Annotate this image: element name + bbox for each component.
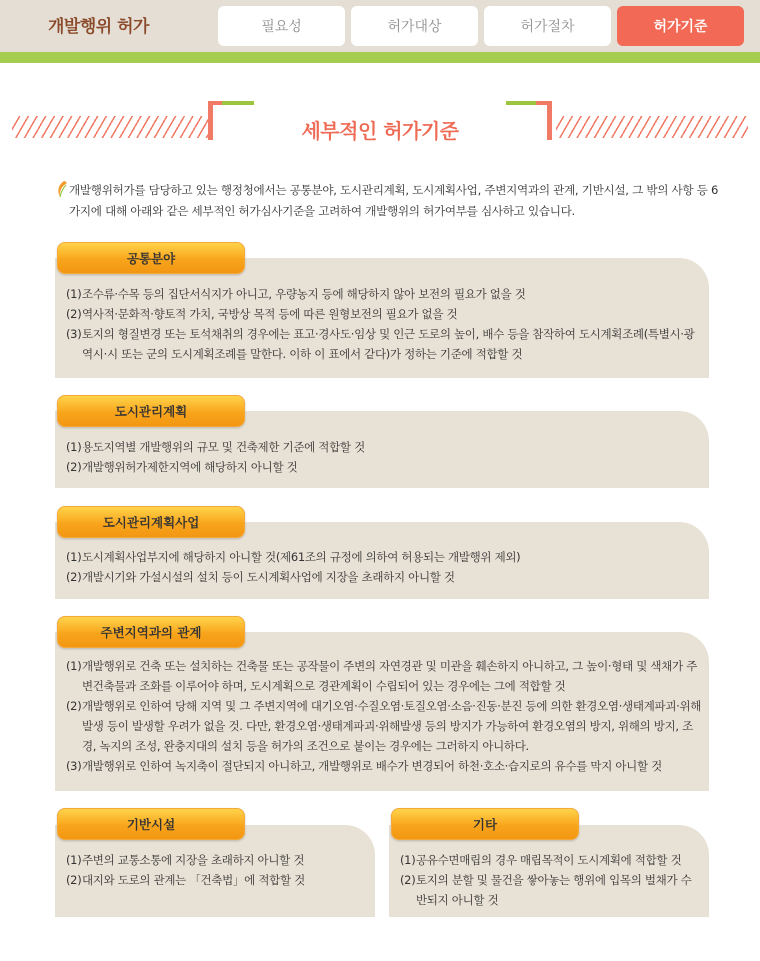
list-item: (1)주변의 교통소통에 지장을 초래하지 아니할 것 [66, 853, 305, 867]
section-surroundings-title: 주변지역과의 관계 [57, 616, 245, 648]
section-infrastructure-list [66, 850, 370, 890]
header-divider [0, 52, 760, 63]
section-urban-plan-title: 도시관리계획 [57, 395, 245, 427]
list-item: (1)공유수면매립의 경우 매립목적이 도시계획에 적합할 것 [400, 853, 682, 867]
list-item: (3)개발행위로 인하여 녹지축이 절단되지 아니하고, 개발행위로 배수가 변경되어 하천·호소·습지로의 유수를 막지 아니할 것 [66, 759, 662, 773]
leaf-icon [56, 180, 68, 198]
title-stripes-left [12, 116, 208, 138]
section-common-list [66, 284, 702, 364]
section-brand-title: 개발행위 허가 [48, 17, 149, 37]
tab-necessity[interactable]: 필요성 [218, 6, 345, 46]
title-bracket-right [506, 101, 552, 140]
list-item: (2)개발시기와 가설시설의 설치 등이 도시계획사업에 지장을 초래하지 아니할 것 [66, 570, 455, 584]
list-item: (1)용도지역별 개발행위의 규모 및 건축제한 기준에 적합할 것 [66, 440, 365, 454]
list-item: (1)조수류·수목 등의 집단서식지가 아니고, 우량농지 등에 해당하지 않아 보전의 필요가 없을 것 [66, 287, 526, 301]
section-urban-project-list [66, 547, 702, 587]
section-other-title: 기타 [391, 808, 579, 840]
list-item: (2)토지의 분할 및 물건을 쌓아놓는 행위에 입목의 벌채가 수반되지 아니할 것 [400, 873, 692, 907]
tab-permit-procedure[interactable]: 허가절차 [484, 6, 611, 46]
list-item: (2)개발행위허가제한지역에 해당하지 아니할 것 [66, 460, 298, 474]
section-other-list [400, 850, 700, 910]
section-surroundings-list [66, 656, 702, 776]
list-item: (2)개발행위로 인하여 당해 지역 및 그 주변지역에 대기오염·수질오염·토질오염·소음·진동·분진 등에 의한 환경오염·생태계파괴·위해발생 등이 발생할 우려가 없을 것. 다만, 환경오염·생태계파괴·위해발생 등의 방지가 가능하여 환경오염의 방지, 위해의 방지, 조경, 녹지의 조성, 완충지대의 설치 등을 허가의 조건으로 붙이는 경우에는 그러하지 아니하다. [66, 699, 702, 753]
list-item: (2)역사적·문화적·향토적 가치, 국방상 목적 등에 따른 원형보전의 필요가 없을 것 [66, 307, 458, 321]
title-bracket-left [208, 101, 254, 140]
list-item: (3)토지의 형질변경 또는 토석채취의 경우에는 표고·경사도·임상 및 인근 도로의 높이, 배수 등을 참작하여 도시계획조례(특별시·광역시·시 또는 군의 도시계획조례를 말한다. 이하 이 표에서 같다)가 정하는 기준에 적합할 것 [66, 327, 695, 361]
section-urban-project-title: 도시관리계획사업 [57, 506, 245, 538]
list-item: (2)대지와 도로의 관계는 「건축법」에 적합할 것 [66, 873, 305, 887]
list-item: (1)도시계획사업부지에 해당하지 아니할 것(제61조의 규정에 의하여 허용되는 개발행위 제외) [66, 550, 521, 564]
tab-permit-criteria[interactable]: 허가기준 [617, 6, 744, 46]
top-navigation [0, 0, 760, 52]
intro-text: 개발행위허가를 담당하고 있는 행정청에서는 공통분야, 도시관리계획, 도시계획사업, 주변지역과의 관계, 기반시설, 그 밖의 사항 등 6가지에 대해 아래와 같은 세부적인 허가심사기준을 고려하여 개발행위의 허가여부를 심사하고 있습니다. [69, 183, 719, 218]
title-stripes-right [556, 116, 748, 138]
list-item: (1)개발행위로 건축 또는 설치하는 건축물 또는 공작물이 주변의 자연경관 및 미관을 훼손하지 아니하고, 그 높이·형태 및 색채가 주변건축물과 조화를 이루어야 하며, 도시계획으로 경관계획이 수립되어 있는 경우에는 그에 적합할 것 [66, 659, 698, 693]
tab-permit-target[interactable]: 허가대상 [351, 6, 478, 46]
section-urban-plan-list [66, 437, 702, 477]
page-title: 세부적인 허가기준 [301, 119, 459, 143]
section-common-title: 공통분야 [57, 242, 245, 274]
section-infrastructure-title: 기반시설 [57, 808, 245, 840]
